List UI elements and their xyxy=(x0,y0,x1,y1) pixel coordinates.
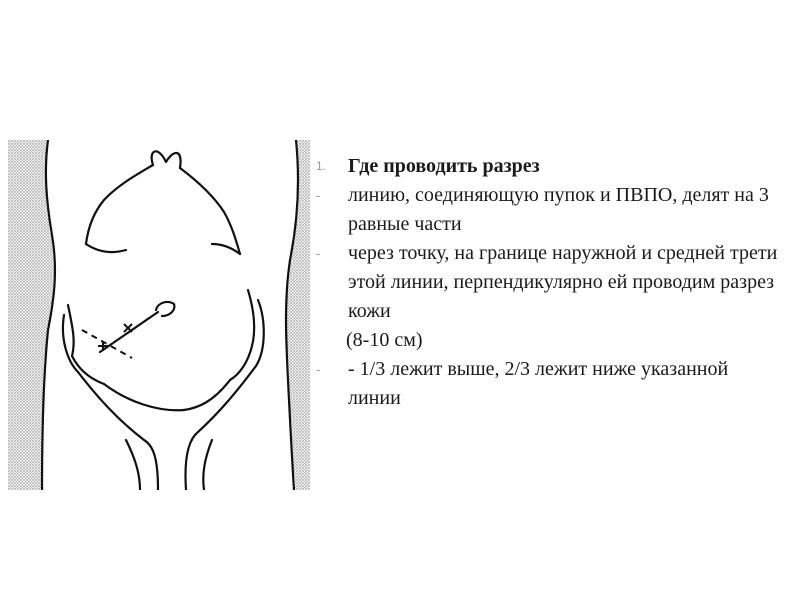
list-item xyxy=(310,181,780,239)
list-item-heading xyxy=(310,152,780,181)
list-item-text: через точку, на границе наружной и средней трети этой линии, перпендикулярно ей проводим разрез кожи xyxy=(348,242,778,322)
abdomen-diagram-icon xyxy=(8,140,310,490)
list-marker: - xyxy=(316,188,321,203)
list-item-text: - 1/3 лежит выше, 2/3 лежит ниже указанной линии xyxy=(348,358,729,409)
abdomen-incision-illustration xyxy=(8,140,310,490)
list-marker: 1. xyxy=(316,159,327,173)
list-marker: - xyxy=(316,246,321,261)
list-item-text: линию, соединяющую пупок и ПВПО, делят на 3 равные части xyxy=(348,184,769,235)
heading-text: Где проводить разрез xyxy=(348,155,540,177)
slide-text-block xyxy=(310,152,780,413)
list-item xyxy=(310,355,780,413)
list-item xyxy=(310,239,780,326)
incision-size-note: (8-10 см) xyxy=(346,329,423,351)
list-marker: - xyxy=(316,362,321,377)
